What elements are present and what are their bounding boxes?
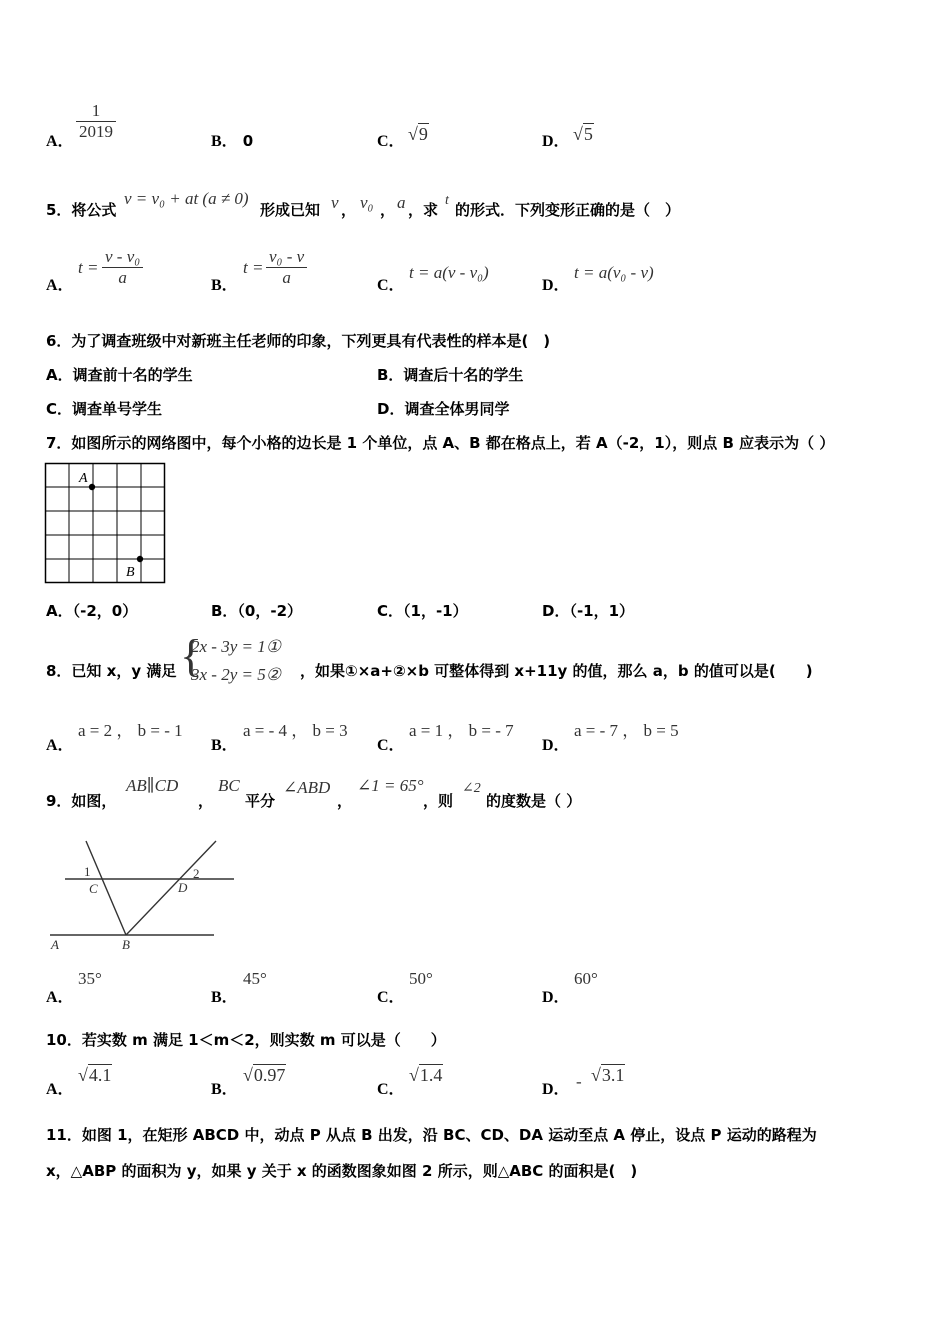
q10-option-a[interactable]: A．	[46, 1081, 74, 1098]
point-b-label: B	[126, 565, 135, 580]
q9-option-b[interactable]: B．	[211, 989, 238, 1006]
q5-text-tail: 的形式．下列变形正确的是（ ）	[455, 201, 681, 219]
q4-option-c[interactable]: C．	[377, 133, 405, 150]
q5-known-v: v	[331, 193, 339, 212]
q6-option-d[interactable]: D．调查全体男同学	[377, 400, 510, 418]
q8-option-a[interactable]: A．	[46, 737, 74, 754]
q5-option-b-fraction: $\frac{\text{v₀ - v}}{a}$	[266, 247, 307, 288]
q5-option-c-expr: t = a(v - v₀)	[409, 263, 489, 282]
q9-cond-angle1: ∠1 = 65°	[357, 776, 424, 795]
point-a-label: A	[79, 471, 88, 486]
q5-formula: v = v₀ + at (a ≠ 0)	[124, 189, 249, 208]
point-a	[89, 484, 95, 490]
q4-option-b[interactable]: B． 0	[211, 132, 254, 150]
q4-option-c-sqrt: √9	[408, 124, 428, 144]
q9-option-d[interactable]: D．	[542, 989, 570, 1006]
q4-option-a[interactable]	[46, 128, 74, 151]
svg-text:1: 1	[84, 864, 91, 879]
q7-option-c[interactable]: C．（1，-1）	[377, 602, 468, 620]
q7-grid-figure	[44, 462, 168, 586]
q6-option-a[interactable]: A．调查前十名的学生	[46, 366, 193, 384]
q11-line1: 11．如图 1，在矩形 ABCD 中，动点 P 从点 B 出发，沿 BC、CD、DA 运动至点 A 停止，设点 P 运动的路程为	[46, 1126, 817, 1144]
q7-option-a[interactable]: A．（-2，0）	[46, 602, 138, 620]
q8-prefix: 8．已知 x，y 满足	[46, 662, 177, 680]
q6-option-b[interactable]: B．调查后十名的学生	[377, 366, 524, 384]
q9-figure	[48, 835, 240, 953]
svg-text:A: A	[51, 937, 59, 952]
q5-option-d-expr: t = a(v₀ - v)	[574, 263, 654, 282]
q9-suffix: 的度数是（ ）	[486, 792, 582, 810]
q5-option-c[interactable]: C．	[377, 277, 405, 294]
q9-prefix: 9．如图，	[46, 792, 117, 810]
svg-text:C: C	[89, 881, 98, 896]
q4-option-d[interactable]: D．	[542, 133, 570, 150]
q6-option-c[interactable]: C．调查单号学生	[46, 400, 163, 418]
q8-eq2: 3x - 2y = 5②	[191, 665, 281, 684]
q8-brace: {	[180, 630, 203, 681]
q9-option-c[interactable]: C．	[377, 989, 405, 1006]
q5-option-a-fraction: $\frac{\text{v - v₀}}{a}$	[102, 247, 143, 288]
q5-option-d[interactable]: D．	[542, 277, 570, 294]
q4-option-a-fraction: $\frac{1}{2019}$	[76, 101, 116, 142]
svg-text:2: 2	[193, 866, 200, 881]
q5-number: 5．将公式	[46, 201, 117, 219]
q11-line2: x，△ABP 的面积为 y，如果 y 关于 x 的函数图象如图 2 所示，则△ABC 的面积是( )	[46, 1162, 638, 1180]
q9-cond-bc: BC	[218, 776, 240, 795]
q5-option-b[interactable]: B．	[211, 277, 238, 294]
svg-text:B: B	[122, 937, 130, 952]
q7-option-d[interactable]: D．（-1，1）	[542, 602, 635, 620]
option-label: A．	[46, 133, 74, 150]
q7-option-b[interactable]: B．（0，-2）	[211, 602, 303, 620]
q4-option-d-sqrt: √5	[573, 124, 593, 144]
point-b	[137, 556, 143, 562]
q8-suffix: ，如果①×a+②×b 可整体得到 x+11y 的值，那么 a，b 的值可以是( )	[300, 662, 813, 680]
q7-stem: 7．如图所示的网络图中，每个小格的边长是 1 个单位，点 A、B 都在格点上，若 A（-2，1），则点 B 应表示为（ ）	[46, 434, 835, 452]
q9-cond-angle2: ∠2	[462, 781, 481, 796]
q8-option-d[interactable]: D．	[542, 737, 570, 754]
q9-option-a[interactable]: A．	[46, 989, 74, 1006]
q10-stem: 10．若实数 m 满足 1＜m＜2，则实数 m 可以是（ ）	[46, 1031, 446, 1049]
q8-option-c[interactable]: C．	[377, 737, 405, 754]
q9-cond-parallel: AB∥CD	[126, 776, 179, 795]
q5-target: t	[445, 193, 449, 208]
q6-stem: 6．为了调查班级中对新班主任老师的印象，下列更具有代表性的样本是( )	[46, 332, 551, 350]
q5-known-v0: v₀	[360, 193, 374, 212]
q10-option-c[interactable]: C．	[377, 1081, 405, 1098]
q8-option-b[interactable]: B．	[211, 737, 238, 754]
q10-option-b[interactable]: B．	[211, 1081, 238, 1098]
q9-cond-angle-abd: ∠ABD	[283, 778, 331, 797]
q5-text-mid: 形成已知	[260, 201, 321, 219]
q8-eq1: 2x - 3y = 1①	[191, 637, 281, 656]
q5-text-end: ，求	[408, 201, 439, 219]
q10-option-d[interactable]: D．	[542, 1081, 570, 1098]
q5-known-a: a	[397, 193, 406, 212]
q5-option-a[interactable]: A．	[46, 277, 74, 294]
svg-text:D: D	[178, 880, 188, 895]
